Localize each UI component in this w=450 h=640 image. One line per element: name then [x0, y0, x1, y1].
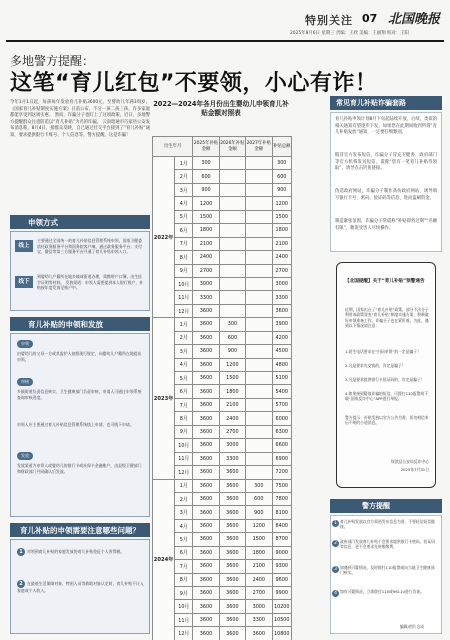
total-cell: 2400	[272, 251, 291, 264]
total-cell: 8100	[272, 506, 291, 519]
amount-2026-cell	[219, 251, 245, 264]
amount-2027-cell	[246, 425, 272, 438]
table-title: 2022—2024年各月份出生婴幼儿申领育儿补贴金额对照表	[153, 100, 289, 117]
amount-2026-cell: 300	[219, 318, 245, 331]
total-cell: 10200	[272, 600, 291, 613]
issue-pill: 发放	[17, 452, 33, 460]
amount-2026-cell: 3300	[219, 452, 245, 465]
header-2027: 2027年补贴金额	[246, 137, 272, 157]
amount-2025-cell: 3600	[193, 519, 219, 532]
amount-2026-cell: 1800	[219, 385, 245, 398]
month-cell: 12月	[175, 304, 193, 317]
month-cell: 11月	[175, 291, 193, 304]
amount-2025-cell: 600	[193, 170, 219, 183]
total-cell: 4200	[272, 331, 291, 344]
amount-2025-cell: 3600	[193, 560, 219, 573]
total-cell: 3300	[272, 291, 291, 304]
total-cell: 9000	[272, 546, 291, 559]
amount-2026-cell: 3000	[219, 439, 245, 452]
amount-2027-cell: 3300	[246, 613, 272, 626]
newspaper-logo: 北国晚报	[388, 12, 441, 27]
amount-2026-cell	[219, 224, 245, 237]
month-cell: 12月	[175, 627, 193, 640]
warning-item-3: 如遇到可疑情况，及时拨打110报警或向当地卫生健康部门核实。	[340, 565, 435, 576]
scam-para-2: 伪造政府网站，诈骗分子制作高仿政府网站，诱导填写银行卡号、密码、验证码等信息，进而盗刷资金。	[335, 189, 437, 201]
offline-text: 到婴幼儿户籍所在地乡镇或街道办理，需携带户口簿、出生医学证明等材料。 发放渠道：申领人需要提供本人银行账户，补贴按年度发放至账户中。	[37, 274, 144, 291]
notes-title: 育儿补贴的申领需要注意哪些问题？	[20, 526, 140, 535]
amount-2027-cell	[246, 452, 272, 465]
note-1-text: 对领到育儿补贴的家庭发放的育儿补贴免征个人所得税。	[27, 549, 125, 554]
amount-2027-cell: 1200	[246, 519, 272, 532]
process-box	[10, 333, 150, 517]
amount-2026-cell: 3600	[219, 506, 245, 519]
scam-box	[330, 112, 442, 252]
masthead-rule	[6, 40, 444, 42]
total-cell: 1200	[272, 197, 291, 210]
amount-2026-cell: 3600	[219, 587, 245, 600]
month-cell: 11月	[175, 613, 193, 626]
month-cell: 1月	[175, 479, 193, 492]
amount-2026-cell: 3600	[219, 479, 245, 492]
total-cell: 9900	[272, 587, 291, 600]
total-cell: 7800	[272, 492, 291, 505]
total-cell: 3600	[272, 304, 291, 317]
month-cell: 3月	[175, 345, 193, 358]
month-cell: 2月	[175, 331, 193, 344]
total-cell: 6600	[272, 439, 291, 452]
amount-2025-cell: 3600	[193, 546, 219, 559]
amount-2026-cell: 3600	[219, 533, 245, 546]
amount-2027-cell	[246, 264, 272, 277]
warning-footer: 编辑/图片合成	[400, 624, 425, 629]
amount-2027-cell: 300	[246, 479, 272, 492]
online-tag: 线上	[15, 240, 33, 252]
apply-method-title: 申领方式	[28, 218, 58, 227]
scam-header	[330, 96, 442, 110]
amount-2027-cell	[246, 385, 272, 398]
issue-pill-text: 发放渠道为申领人或婴幼儿的银行卡或社保卡金融账户，由县级卫健部门和财政部门共同确认后发放。	[17, 463, 142, 474]
amount-2025-cell: 3600	[193, 479, 219, 492]
amount-2026-cell: 2700	[219, 425, 245, 438]
total-cell: 5400	[272, 385, 291, 398]
amount-2027-cell	[246, 277, 272, 290]
issue-meta: 2025年8月6日 星期三 责编：王欣 美编：王丽翔 校对：王阳	[290, 31, 409, 36]
amount-2025-cell: 3600	[193, 492, 219, 505]
amount-2025-cell: 1800	[193, 224, 219, 237]
amount-2026-cell: 2400	[219, 412, 245, 425]
total-cell: 1800	[272, 224, 291, 237]
scam-para-1: 假冒官方发布短信，诈骗分子冒充卫健委、政府部门等官方机构发送短信，谎称“您有一笔育儿补贴待领取”，诱导点击钓鱼链接。	[335, 153, 437, 172]
month-cell: 7月	[175, 560, 193, 573]
warning-number-2: 2	[332, 540, 339, 547]
amount-2027-cell	[246, 237, 272, 250]
amount-2025-cell: 2100	[193, 237, 219, 250]
month-cell: 9月	[175, 425, 193, 438]
header-2025: 2025年补贴金额	[193, 137, 219, 157]
amount-2025-cell: 1200	[193, 197, 219, 210]
total-cell: 3000	[272, 277, 291, 290]
amount-2027-cell	[246, 331, 272, 344]
warning-header	[330, 499, 442, 513]
notice-line-5: 警方提示：补贴发放以官方公告为准，切勿相信来历不明的小道消息。	[345, 415, 429, 426]
amount-2026-cell: 600	[219, 331, 245, 344]
amount-2026-cell	[219, 157, 245, 170]
amount-2026-cell	[219, 277, 245, 290]
amount-2027-cell	[246, 398, 272, 411]
amount-2026-cell: 2100	[219, 398, 245, 411]
month-cell: 1月	[175, 318, 193, 331]
page-number: 07	[362, 12, 378, 25]
amount-2027-cell	[246, 291, 272, 304]
amount-2026-cell	[219, 210, 245, 223]
month-cell: 9月	[175, 264, 193, 277]
amount-2027-cell	[246, 157, 272, 170]
warning-number-4: 4	[332, 590, 339, 597]
amount-2027-cell: 3600	[246, 627, 272, 640]
amount-2026-cell: 3600	[219, 546, 245, 559]
amount-2027-cell: 2700	[246, 587, 272, 600]
month-cell: 3月	[175, 183, 193, 196]
online-apply-note: 申领人应主要通过育儿补贴信息管理系统线上申请，也可线下申请。	[17, 422, 134, 427]
total-cell: 2700	[272, 264, 291, 277]
total-cell: 10500	[272, 613, 291, 626]
amount-2027-cell	[246, 224, 272, 237]
note-number-2: 2	[17, 580, 25, 588]
amount-2027-cell: 900	[246, 506, 272, 519]
amount-2027-cell	[246, 183, 272, 196]
month-cell: 8月	[175, 412, 193, 425]
total-cell: 6900	[272, 452, 291, 465]
amount-2026-cell: 900	[219, 345, 245, 358]
lede-paragraph: 今年1月1日起，每孩每年发放育儿补贴3600元，至婴幼儿年满3周岁。《国家育儿补贴制度实施方案》日前公布，不分一孩二孩三孩，许多家庭都能享受到这项实惠。 然而，诈骗分子也盯上了这项政策。近日，多地警方提醒群众注意防范以“育儿补贴”为名的诈骗。 云南昭通市巧家县公安发布消息称，8月4日，接群众反映，自己通过社交平台接到了“育儿补贴”通知，要求提供银行卡账号、个人信息等。警方提醒，这是诈骗！	[10, 100, 150, 138]
amount-2026-cell	[219, 183, 245, 196]
month-cell: 11月	[175, 452, 193, 465]
amount-2027-cell	[246, 170, 272, 183]
month-cell: 4月	[175, 519, 193, 532]
amount-2027-cell	[246, 358, 272, 371]
subsidy-table	[152, 136, 292, 640]
total-cell: 7500	[272, 479, 291, 492]
scam-para-3: 制造紧张氛围，诈骗分子常谎称“补贴即将过期”“名额有限”，催促受害人尽快操作。	[335, 219, 437, 231]
warning-number-3: 3	[332, 566, 339, 573]
notice-line-2: 2.凡是要求先交钱的，肯定是骗子！	[345, 363, 406, 368]
amount-2025-cell: 3600	[193, 358, 219, 371]
amount-2027-cell: 1500	[246, 533, 272, 546]
amount-2025-cell: 3600	[193, 345, 219, 358]
amount-2026-cell: 3600	[219, 573, 245, 586]
month-cell: 2月	[175, 170, 193, 183]
amount-2025-cell: 3600	[193, 372, 219, 385]
month-cell: 10月	[175, 600, 193, 613]
amount-2027-cell	[246, 412, 272, 425]
amount-2025-cell: 3600	[193, 452, 219, 465]
amount-2025-cell: 2700	[193, 264, 219, 277]
amount-2026-cell	[219, 304, 245, 317]
total-cell: 8400	[272, 519, 291, 532]
amount-2025-cell: 3600	[193, 587, 219, 600]
month-cell: 5月	[175, 372, 193, 385]
amount-2025-cell: 3600	[193, 331, 219, 344]
amount-2026-cell	[219, 264, 245, 277]
total-cell: 300	[272, 157, 291, 170]
month-cell: 4月	[175, 197, 193, 210]
scam-intro: 育儿补贴申领计划8月下旬起陆续开放，后续，类似的相关通知有望逐步下发，如果您在此期间收到所谓“育儿补贴发放”通知，一定要仔细甄别。	[335, 117, 437, 136]
amount-2026-cell: 3600	[219, 560, 245, 573]
table-body	[153, 157, 292, 640]
amount-2026-cell	[219, 170, 245, 183]
online-text: 主要通过全国统一的育儿补贴信息管理系统申领，国家卫健委依托政务服务平台和国务院客户端，通过政务服务平台、支付宝、微信等第三方服务平台开通了育儿补贴申领入口。	[37, 238, 143, 255]
apply-method-header	[10, 215, 150, 229]
amount-2025-cell: 3600	[193, 613, 219, 626]
amount-2027-cell	[246, 210, 272, 223]
amount-2025-cell: 3600	[193, 318, 219, 331]
amount-2026-cell: 3600	[219, 519, 245, 532]
notice-footer: 绥滨县公安局反诈中心	[391, 459, 429, 464]
notes-header	[10, 523, 150, 537]
month-cell: 8月	[175, 251, 193, 264]
month-cell: 6月	[175, 546, 193, 559]
amount-2025-cell: 3600	[193, 304, 219, 317]
amount-2026-cell	[219, 291, 245, 304]
total-cell: 4800	[272, 358, 291, 371]
warning-item-2: 政府部门发放育儿补贴不会要求提供银行卡密码、验证码等信息，更不会要求先转账缴费。	[340, 539, 435, 550]
amount-2027-cell	[246, 439, 272, 452]
amount-2027-cell	[246, 251, 272, 264]
notice-line-4: 4.如果接到疑似诈骗的短信，可拨打110报警或下载“国家反诈中心”APP进行举报。	[345, 391, 429, 402]
amount-2027-cell	[246, 372, 272, 385]
amount-2025-cell: 3600	[193, 466, 219, 479]
scam-title: 常见育儿补贴诈骗套路	[336, 99, 406, 107]
notice-date: 2025年7月31日	[400, 467, 429, 472]
total-cell: 10800	[272, 627, 291, 640]
amount-2027-cell	[246, 304, 272, 317]
amount-2025-cell: 900	[193, 183, 219, 196]
warning-title: 警方提醒	[362, 502, 390, 510]
note-2-text: 在最低生活保障对象、特困人员等救助对象认定时，育儿补贴不计入家庭或个人收入。	[17, 581, 144, 593]
total-cell: 6000	[272, 412, 291, 425]
phone-screenshot	[336, 262, 436, 488]
amount-2026-cell: 3600	[219, 466, 245, 479]
month-cell: 7月	[175, 398, 193, 411]
warning-item-1: 育儿补贴发放以官方渠道发布信息为准，不要轻信短信链接。	[340, 519, 435, 530]
amount-2025-cell: 3600	[193, 439, 219, 452]
notes-box	[10, 539, 150, 634]
month-cell: 6月	[175, 224, 193, 237]
amount-2025-cell: 300	[193, 157, 219, 170]
apply-method-box	[10, 231, 150, 311]
warning-number-1: 1	[332, 520, 339, 527]
total-cell: 8700	[272, 533, 291, 546]
month-cell: 5月	[175, 533, 193, 546]
amount-2027-cell	[246, 345, 272, 358]
process-header	[10, 317, 150, 331]
amount-2025-cell: 3600	[193, 627, 219, 640]
header-birth-month: 出生年月	[153, 137, 193, 157]
offline-tag: 线下	[15, 276, 33, 288]
amount-2027-cell	[246, 318, 272, 331]
amount-2027-cell	[246, 197, 272, 210]
total-cell: 9600	[272, 573, 291, 586]
amount-2026-cell	[219, 237, 245, 250]
amount-2026-cell: 3600	[219, 600, 245, 613]
amount-2025-cell: 3000	[193, 277, 219, 290]
amount-2025-cell: 3600	[193, 533, 219, 546]
month-cell: 6月	[175, 385, 193, 398]
amount-2026-cell: 3600	[219, 492, 245, 505]
section-title: 特别关注	[305, 14, 353, 27]
apply-pill-text: 由婴幼儿的父母一方或其监护人按照现行规定，向婴幼儿户籍所在地提出申领。	[17, 351, 142, 362]
process-title: 育儿补贴的申领和发放	[28, 320, 103, 329]
month-cell: 8月	[175, 573, 193, 586]
total-cell: 4500	[272, 345, 291, 358]
total-cell: 7200	[272, 466, 291, 479]
total-cell: 900	[272, 183, 291, 196]
table-row	[153, 479, 292, 492]
total-cell: 5100	[272, 372, 291, 385]
month-cell: 10月	[175, 277, 193, 290]
amount-2025-cell: 3600	[193, 506, 219, 519]
masthead	[0, 0, 450, 44]
month-cell: 5月	[175, 210, 193, 223]
month-cell: 3月	[175, 506, 193, 519]
year-cell: 2023年	[153, 318, 175, 479]
apply-pill: 申领	[17, 340, 33, 348]
note-2	[17, 580, 145, 594]
amount-2026-cell: 3600	[219, 613, 245, 626]
amount-2026-cell	[219, 197, 245, 210]
month-cell: 4月	[175, 358, 193, 371]
amount-2025-cell: 3600	[193, 398, 219, 411]
review-pill: 审核	[17, 378, 33, 386]
total-cell: 2100	[272, 237, 291, 250]
total-cell: 1500	[272, 210, 291, 223]
notice-line-3: 3.凡是要求提供银行卡验证码的，肯定是骗子！	[345, 377, 425, 382]
amount-2025-cell: 3600	[193, 573, 219, 586]
notice-line-1: 1.陌生电话要求在“扫码申领”的一定是骗子！	[345, 349, 421, 354]
header-2026: 2026年补贴金额	[219, 137, 245, 157]
total-cell: 9300	[272, 560, 291, 573]
headline-kicker: 多地警方提醒：	[10, 54, 95, 68]
header-total: 补贴总额	[272, 137, 291, 157]
amount-2025-cell: 2400	[193, 251, 219, 264]
notice-line-0: 近期，国家出台了“育儿补贴”政策，部分不法分子利用该政策冒充“育儿补贴”制度实施方案，积极做好申领准备工作，诈骗分子也在紧盯着。为此，遇到以下情况请注意：	[345, 307, 429, 329]
year-cell: 2022年	[153, 157, 175, 318]
warning-item-4: 如有可疑情况，立即拨打110或96110进行咨询。	[340, 589, 424, 594]
amount-2027-cell: 2400	[246, 573, 272, 586]
month-cell: 2月	[175, 492, 193, 505]
year-cell: 2024年	[153, 479, 175, 640]
amount-2026-cell: 1500	[219, 372, 245, 385]
amount-2026-cell: 1200	[219, 358, 245, 371]
table-row	[153, 157, 292, 170]
note-1	[17, 548, 145, 556]
amount-2025-cell: 3600	[193, 600, 219, 613]
note-number-1: 1	[17, 548, 25, 556]
month-cell: 12月	[175, 466, 193, 479]
month-cell: 1月	[175, 157, 193, 170]
review-pill-text: 乡镇街道负责信息核实，卫生健康部门负责审核，申请人可通过申领系统查询审核进度。	[17, 389, 142, 400]
notice-title: 【北国提醒】关于“育儿补贴”预警通告	[345, 279, 425, 284]
month-cell: 10月	[175, 439, 193, 452]
total-cell: 5700	[272, 398, 291, 411]
month-cell: 9月	[175, 587, 193, 600]
amount-2027-cell: 1800	[246, 546, 272, 559]
amount-2026-cell: 3600	[219, 627, 245, 640]
total-cell: 600	[272, 170, 291, 183]
amount-2025-cell: 3300	[193, 291, 219, 304]
amount-2027-cell	[246, 466, 272, 479]
amount-2025-cell: 1500	[193, 210, 219, 223]
amount-2025-cell: 3600	[193, 385, 219, 398]
total-cell: 3900	[272, 318, 291, 331]
table-header-row	[153, 137, 292, 157]
amount-2025-cell: 3600	[193, 425, 219, 438]
table-row	[153, 318, 292, 331]
amount-2027-cell: 600	[246, 492, 272, 505]
amount-2027-cell: 3000	[246, 600, 272, 613]
month-cell: 7月	[175, 237, 193, 250]
total-cell: 6300	[272, 425, 291, 438]
amount-2027-cell: 2100	[246, 560, 272, 573]
headline: 这笔“育儿红包”不要领，小心有诈！	[10, 71, 378, 96]
amount-2025-cell: 3600	[193, 412, 219, 425]
